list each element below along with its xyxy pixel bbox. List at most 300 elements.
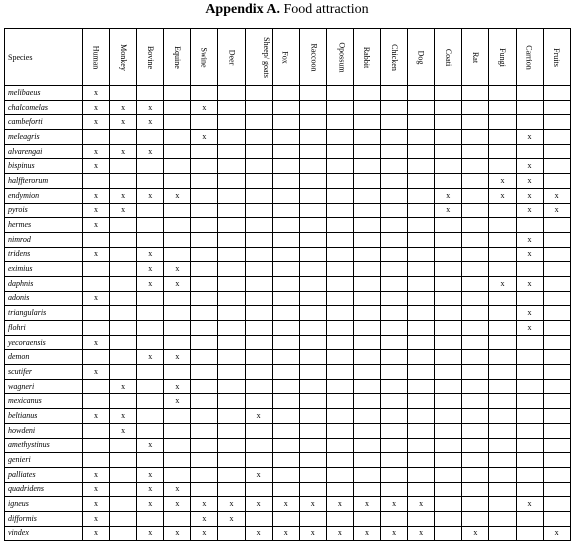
empty-cell <box>489 423 516 438</box>
empty-cell <box>218 276 245 291</box>
empty-cell <box>326 365 353 380</box>
attraction-mark: x <box>191 497 218 512</box>
empty-cell <box>110 291 137 306</box>
empty-cell <box>435 335 462 350</box>
empty-cell <box>326 232 353 247</box>
attraction-mark: x <box>245 526 272 541</box>
column-header <box>272 29 299 86</box>
empty-cell <box>381 262 408 277</box>
empty-cell <box>408 467 435 482</box>
empty-cell <box>435 467 462 482</box>
empty-cell <box>408 379 435 394</box>
empty-cell <box>516 379 543 394</box>
empty-cell <box>408 218 435 233</box>
attraction-mark: x <box>137 526 164 541</box>
empty-cell <box>137 86 164 101</box>
empty-cell <box>326 144 353 159</box>
column-header <box>164 29 191 86</box>
empty-cell <box>137 335 164 350</box>
empty-cell <box>408 232 435 247</box>
species-name: vindex <box>5 526 83 541</box>
food-attraction-table <box>4 28 571 541</box>
empty-cell <box>462 409 489 424</box>
species-name: yecoraensis <box>5 335 83 350</box>
empty-cell <box>353 130 380 145</box>
empty-cell <box>218 174 245 189</box>
attraction-mark: x <box>516 321 543 336</box>
species-name: demon <box>5 350 83 365</box>
empty-cell <box>326 335 353 350</box>
attraction-mark: x <box>516 203 543 218</box>
attraction-mark: x <box>83 218 110 233</box>
empty-cell <box>462 394 489 409</box>
empty-cell <box>299 291 326 306</box>
empty-cell <box>408 409 435 424</box>
empty-cell <box>435 130 462 145</box>
empty-cell <box>462 438 489 453</box>
empty-cell <box>462 218 489 233</box>
empty-cell <box>272 335 299 350</box>
empty-cell <box>381 379 408 394</box>
empty-cell <box>516 453 543 468</box>
empty-cell <box>462 453 489 468</box>
empty-cell <box>137 365 164 380</box>
attraction-mark: x <box>516 159 543 174</box>
species-name: alvarengai <box>5 144 83 159</box>
empty-cell <box>516 438 543 453</box>
empty-cell <box>381 291 408 306</box>
empty-cell <box>245 394 272 409</box>
empty-cell <box>543 306 570 321</box>
empty-cell <box>137 130 164 145</box>
empty-cell <box>408 144 435 159</box>
empty-cell <box>462 130 489 145</box>
attraction-mark: x <box>110 203 137 218</box>
empty-cell <box>164 335 191 350</box>
empty-cell <box>218 100 245 115</box>
attraction-mark: x <box>408 526 435 541</box>
empty-cell <box>218 130 245 145</box>
attraction-mark: x <box>83 482 110 497</box>
empty-cell <box>164 409 191 424</box>
empty-cell <box>381 232 408 247</box>
empty-cell <box>435 159 462 174</box>
table-row <box>5 159 571 174</box>
attraction-mark: x <box>110 115 137 130</box>
attraction-mark: x <box>137 144 164 159</box>
empty-cell <box>110 276 137 291</box>
empty-cell <box>489 409 516 424</box>
empty-cell <box>543 262 570 277</box>
empty-cell <box>516 100 543 115</box>
table-row <box>5 203 571 218</box>
empty-cell <box>191 86 218 101</box>
empty-cell <box>245 188 272 203</box>
attraction-mark: x <box>516 188 543 203</box>
empty-cell <box>326 321 353 336</box>
empty-cell <box>272 409 299 424</box>
empty-cell <box>218 526 245 541</box>
empty-cell <box>516 526 543 541</box>
empty-cell <box>435 482 462 497</box>
empty-cell <box>245 379 272 394</box>
empty-cell <box>435 100 462 115</box>
empty-cell <box>543 497 570 512</box>
attraction-mark: x <box>543 203 570 218</box>
empty-cell <box>381 86 408 101</box>
empty-cell <box>164 467 191 482</box>
empty-cell <box>272 511 299 526</box>
column-header <box>381 29 408 86</box>
column-header-label: Human <box>91 45 101 69</box>
empty-cell <box>326 188 353 203</box>
empty-cell <box>191 321 218 336</box>
attraction-mark: x <box>218 511 245 526</box>
species-name: triangularis <box>5 306 83 321</box>
empty-cell <box>435 350 462 365</box>
empty-cell <box>83 130 110 145</box>
empty-cell <box>353 247 380 262</box>
empty-cell <box>299 218 326 233</box>
empty-cell <box>543 159 570 174</box>
empty-cell <box>245 130 272 145</box>
empty-cell <box>435 291 462 306</box>
empty-cell <box>164 365 191 380</box>
empty-cell <box>353 482 380 497</box>
empty-cell <box>435 306 462 321</box>
empty-cell <box>83 379 110 394</box>
empty-cell <box>272 100 299 115</box>
column-header-label: Fungi <box>497 47 507 67</box>
empty-cell <box>353 467 380 482</box>
empty-cell <box>164 144 191 159</box>
empty-cell <box>353 100 380 115</box>
empty-cell <box>191 232 218 247</box>
empty-cell <box>191 438 218 453</box>
attraction-mark: x <box>381 526 408 541</box>
empty-cell <box>110 526 137 541</box>
attraction-mark: x <box>164 394 191 409</box>
empty-cell <box>353 438 380 453</box>
empty-cell <box>516 423 543 438</box>
empty-cell <box>299 262 326 277</box>
attraction-mark: x <box>137 482 164 497</box>
empty-cell <box>191 203 218 218</box>
table-row <box>5 218 571 233</box>
empty-cell <box>516 86 543 101</box>
empty-cell <box>299 115 326 130</box>
species-name: daphnis <box>5 276 83 291</box>
empty-cell <box>83 174 110 189</box>
table-row <box>5 453 571 468</box>
table-row <box>5 379 571 394</box>
attraction-mark: x <box>110 409 137 424</box>
empty-cell <box>462 144 489 159</box>
attraction-mark: x <box>435 188 462 203</box>
empty-cell <box>272 144 299 159</box>
empty-cell <box>164 291 191 306</box>
empty-cell <box>272 423 299 438</box>
table-row <box>5 335 571 350</box>
empty-cell <box>326 379 353 394</box>
empty-cell <box>381 306 408 321</box>
empty-cell <box>191 188 218 203</box>
empty-cell <box>326 174 353 189</box>
empty-cell <box>83 350 110 365</box>
empty-cell <box>191 291 218 306</box>
empty-cell <box>543 438 570 453</box>
empty-cell <box>435 115 462 130</box>
attraction-mark: x <box>164 350 191 365</box>
empty-cell <box>408 276 435 291</box>
empty-cell <box>110 497 137 512</box>
empty-cell <box>408 203 435 218</box>
attraction-mark: x <box>110 379 137 394</box>
table-row <box>5 232 571 247</box>
empty-cell <box>272 291 299 306</box>
empty-cell <box>191 262 218 277</box>
column-header <box>245 29 272 86</box>
attraction-mark: x <box>516 497 543 512</box>
table-row <box>5 174 571 189</box>
empty-cell <box>218 291 245 306</box>
column-header <box>353 29 380 86</box>
empty-cell <box>462 321 489 336</box>
empty-cell <box>516 350 543 365</box>
empty-cell <box>218 218 245 233</box>
attraction-mark: x <box>83 159 110 174</box>
empty-cell <box>326 453 353 468</box>
empty-cell <box>164 218 191 233</box>
attraction-mark: x <box>543 188 570 203</box>
species-name: beltianus <box>5 409 83 424</box>
attraction-mark: x <box>137 276 164 291</box>
attraction-mark: x <box>137 497 164 512</box>
empty-cell <box>408 350 435 365</box>
empty-cell <box>408 394 435 409</box>
attraction-mark: x <box>137 188 164 203</box>
species-name: igneus <box>5 497 83 512</box>
empty-cell <box>543 291 570 306</box>
empty-cell <box>272 203 299 218</box>
attraction-mark: x <box>353 497 380 512</box>
empty-cell <box>218 115 245 130</box>
empty-cell <box>326 159 353 174</box>
empty-cell <box>326 511 353 526</box>
empty-cell <box>83 321 110 336</box>
column-header-label: Bovine <box>145 45 155 69</box>
empty-cell <box>462 291 489 306</box>
empty-cell <box>272 218 299 233</box>
empty-cell <box>137 394 164 409</box>
empty-cell <box>110 394 137 409</box>
attraction-mark: x <box>83 247 110 262</box>
empty-cell <box>462 262 489 277</box>
column-header-label: Fox <box>281 50 291 64</box>
empty-cell <box>353 350 380 365</box>
empty-cell <box>299 306 326 321</box>
empty-cell <box>299 203 326 218</box>
empty-cell <box>381 144 408 159</box>
empty-cell <box>191 335 218 350</box>
empty-cell <box>435 526 462 541</box>
empty-cell <box>137 409 164 424</box>
empty-cell <box>489 526 516 541</box>
empty-cell <box>245 350 272 365</box>
empty-cell <box>353 409 380 424</box>
species-name: palliates <box>5 467 83 482</box>
empty-cell <box>299 379 326 394</box>
empty-cell <box>326 291 353 306</box>
empty-cell <box>381 247 408 262</box>
empty-cell <box>191 453 218 468</box>
empty-cell <box>110 306 137 321</box>
attraction-mark: x <box>164 526 191 541</box>
attraction-mark: x <box>353 526 380 541</box>
attraction-mark: x <box>191 526 218 541</box>
empty-cell <box>245 144 272 159</box>
empty-cell <box>381 276 408 291</box>
empty-cell <box>218 306 245 321</box>
table-body <box>5 86 571 541</box>
attraction-mark: x <box>543 526 570 541</box>
empty-cell <box>272 482 299 497</box>
attraction-mark: x <box>137 438 164 453</box>
empty-cell <box>462 497 489 512</box>
empty-cell <box>408 159 435 174</box>
attraction-mark: x <box>83 365 110 380</box>
empty-cell <box>110 130 137 145</box>
empty-cell <box>110 438 137 453</box>
empty-cell <box>516 115 543 130</box>
empty-cell <box>245 291 272 306</box>
header-row <box>5 29 571 86</box>
column-header-label: Deer <box>227 49 237 65</box>
empty-cell <box>326 467 353 482</box>
empty-cell <box>381 335 408 350</box>
empty-cell <box>191 423 218 438</box>
empty-cell <box>191 144 218 159</box>
empty-cell <box>137 232 164 247</box>
empty-cell <box>543 100 570 115</box>
empty-cell <box>408 321 435 336</box>
table-row <box>5 130 571 145</box>
table-row <box>5 394 571 409</box>
species-name: hermes <box>5 218 83 233</box>
column-header <box>489 29 516 86</box>
empty-cell <box>353 203 380 218</box>
empty-cell <box>489 86 516 101</box>
empty-cell <box>516 467 543 482</box>
empty-cell <box>462 350 489 365</box>
empty-cell <box>164 174 191 189</box>
attraction-mark: x <box>110 188 137 203</box>
empty-cell <box>516 144 543 159</box>
table-row <box>5 409 571 424</box>
attraction-mark: x <box>83 409 110 424</box>
attraction-mark: x <box>489 188 516 203</box>
empty-cell <box>353 174 380 189</box>
empty-cell <box>110 467 137 482</box>
empty-cell <box>326 100 353 115</box>
empty-cell <box>299 276 326 291</box>
empty-cell <box>218 188 245 203</box>
attraction-mark: x <box>137 262 164 277</box>
empty-cell <box>137 159 164 174</box>
column-header <box>543 29 570 86</box>
empty-cell <box>137 174 164 189</box>
empty-cell <box>110 321 137 336</box>
empty-cell <box>435 321 462 336</box>
empty-cell <box>245 232 272 247</box>
empty-cell <box>353 511 380 526</box>
attraction-mark: x <box>272 497 299 512</box>
species-name: eximius <box>5 262 83 277</box>
empty-cell <box>218 203 245 218</box>
title-bold: Appendix A. <box>205 2 281 17</box>
attraction-mark: x <box>245 409 272 424</box>
species-name: pyrois <box>5 203 83 218</box>
empty-cell <box>272 188 299 203</box>
empty-cell <box>381 453 408 468</box>
empty-cell <box>435 423 462 438</box>
empty-cell <box>543 423 570 438</box>
empty-cell <box>543 379 570 394</box>
attraction-mark: x <box>435 203 462 218</box>
column-header-label: Chicken <box>389 43 399 71</box>
empty-cell <box>191 218 218 233</box>
species-name: halffterorum <box>5 174 83 189</box>
column-header <box>83 29 110 86</box>
attraction-mark: x <box>299 497 326 512</box>
table-row <box>5 365 571 380</box>
attraction-mark: x <box>83 335 110 350</box>
empty-cell <box>191 365 218 380</box>
column-header-label: Rat <box>470 51 480 63</box>
empty-cell <box>137 423 164 438</box>
empty-cell <box>353 144 380 159</box>
column-header-label: Equine <box>172 45 182 69</box>
attraction-mark: x <box>381 497 408 512</box>
column-header <box>462 29 489 86</box>
empty-cell <box>299 409 326 424</box>
empty-cell <box>299 453 326 468</box>
empty-cell <box>191 409 218 424</box>
empty-cell <box>191 174 218 189</box>
empty-cell <box>245 511 272 526</box>
empty-cell <box>435 218 462 233</box>
empty-cell <box>245 159 272 174</box>
empty-cell <box>299 423 326 438</box>
empty-cell <box>353 423 380 438</box>
empty-cell <box>462 188 489 203</box>
empty-cell <box>381 365 408 380</box>
empty-cell <box>245 218 272 233</box>
empty-cell <box>408 335 435 350</box>
species-name: mexicanus <box>5 394 83 409</box>
empty-cell <box>164 232 191 247</box>
attraction-mark: x <box>164 497 191 512</box>
attraction-mark: x <box>164 188 191 203</box>
empty-cell <box>110 174 137 189</box>
attraction-mark: x <box>83 100 110 115</box>
empty-cell <box>353 232 380 247</box>
attraction-mark: x <box>516 276 543 291</box>
empty-cell <box>353 394 380 409</box>
attraction-mark: x <box>137 467 164 482</box>
empty-cell <box>164 115 191 130</box>
table-row <box>5 350 571 365</box>
